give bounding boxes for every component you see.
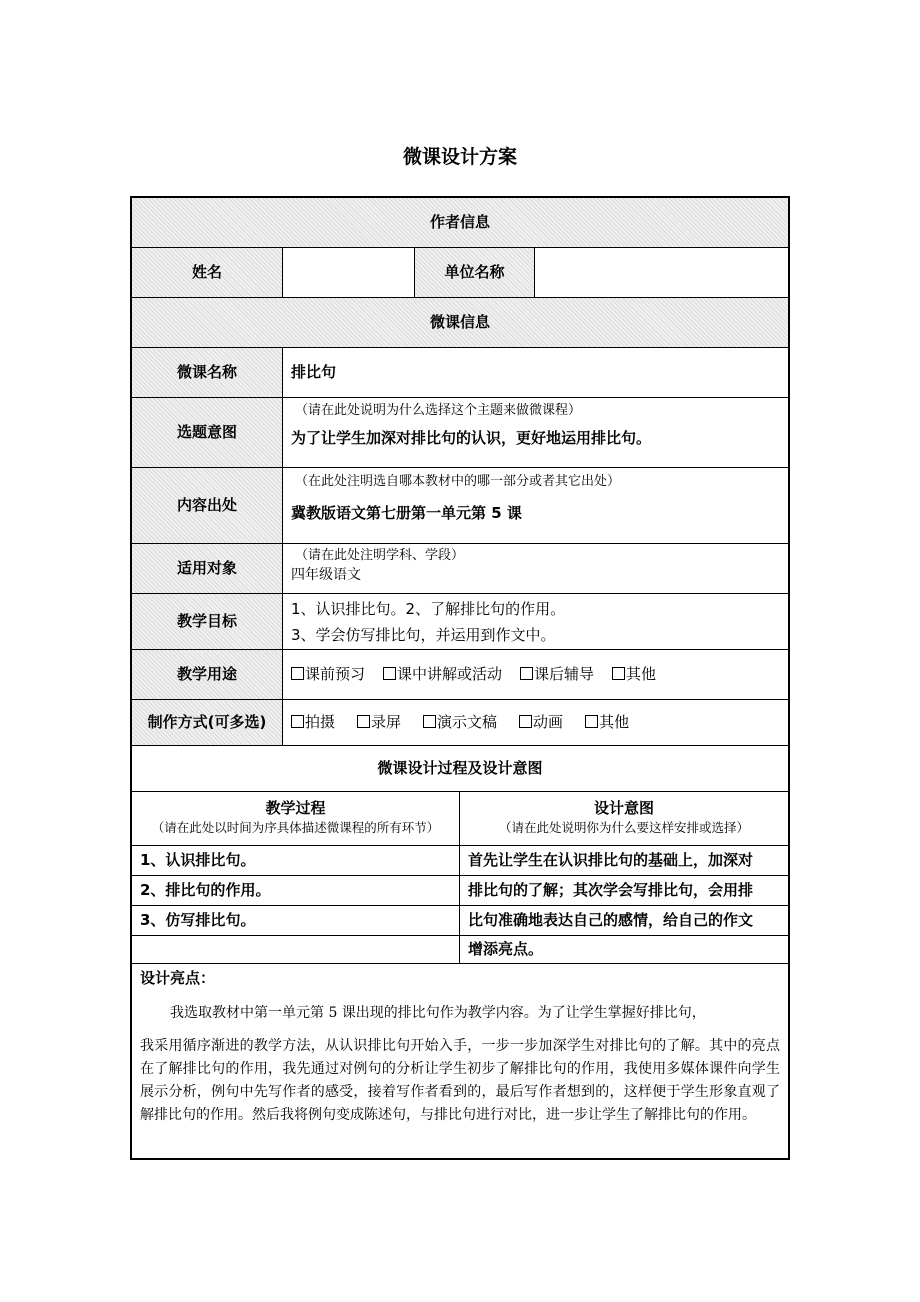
highlights-section [132, 964, 788, 1158]
goals-cell [283, 594, 788, 650]
source-cell [283, 468, 788, 544]
method-option-animation[interactable]: 动画 [519, 712, 563, 732]
source-value: 冀教版语文第七册第一单元第 5 课 [291, 503, 522, 522]
method-label: 制作方式(可多选) [132, 700, 283, 746]
method-option-screen-record[interactable]: 录屏 [357, 712, 401, 732]
usage-option-other[interactable]: 其他 [612, 664, 656, 684]
process-header: 教学过程 [265, 799, 326, 817]
course-name-label: 微课名称 [132, 348, 283, 398]
checkbox[interactable] [291, 715, 304, 728]
usage-options [283, 650, 788, 700]
method-option-slides[interactable]: 演示文稿 [423, 712, 497, 732]
highlights-first-line: 我选取教材中第一单元第 5 课出现的排比句作为教学内容。为了让学生掌握好排比句， [170, 1005, 706, 1022]
checkbox[interactable] [520, 667, 533, 680]
usage-option-in-class[interactable]: 课中讲解或活动 [383, 664, 502, 684]
goals-label: 教学目标 [132, 594, 283, 650]
checkbox[interactable] [585, 715, 598, 728]
topic-hint: （请在此处说明为什么选择这个主题来做微课程） [295, 403, 582, 418]
topic-label: 选题意图 [132, 398, 283, 468]
usage-label: 教学用途 [132, 650, 283, 700]
process-hint: （请在此处以时间为序具体描述微课程的所有环节） [151, 820, 440, 836]
design-form-table [130, 196, 790, 1160]
highlights-label: 设计亮点： [140, 969, 216, 987]
usage-option-after-class[interactable]: 课后辅导 [520, 664, 594, 684]
checkbox[interactable] [357, 715, 370, 728]
author-info-header: 作者信息 [132, 198, 788, 248]
unit-field[interactable] [535, 248, 788, 298]
audience-cell [283, 544, 788, 594]
document-title: 微课设计方案 [402, 146, 517, 168]
intent-header: 设计意图 [593, 799, 654, 817]
topic-value: 为了让学生加深对排比句的认识，更好地运用排比句。 [291, 428, 652, 447]
intent-hint: （请在此处说明你为什么要这样安排或选择） [498, 820, 749, 836]
intent-line: 增添亮点。 [460, 936, 788, 964]
process-step: 2、排比句的作用。 [132, 876, 460, 906]
process-step [132, 936, 460, 964]
name-field[interactable] [283, 248, 415, 298]
name-label: 姓名 [132, 248, 283, 298]
checkbox[interactable] [612, 667, 625, 680]
course-name-value: 排比句 [283, 348, 788, 398]
highlights-body: 我采用循序渐进的教学方法，从认识排比句开始入手，一步一步加深学生对排比句的了解。其中的亮点在了解排比句的作用，我先通过对例句的分析让学生初步了解排比句的作用，我使用多媒体课件向学生展示分析，例句中先写作者的感受，接着写作者看到的，最后写作者想到的，这样便于学生形象直观了解排比句的作用。然后我将例句变成陈述句，与排比句进行对比，进一步让学生了解排比句的作用。 [140, 1038, 780, 1124]
process-column-header [132, 792, 460, 846]
intent-line: 首先让学生在认识排比句的基础上，加深对 [460, 846, 788, 876]
intent-line: 排比句的了解；其次学会写排比句，会用排 [460, 876, 788, 906]
goals-line-2: 3、学会仿写排比句，并运用到作文中。 [291, 626, 556, 644]
method-options [283, 700, 788, 746]
method-option-filming[interactable]: 拍摄 [291, 712, 335, 732]
checkbox[interactable] [519, 715, 532, 728]
process-step: 3、仿写排比句。 [132, 906, 460, 936]
goals-line-1: 1、认识排比句。2、了解排比句的作用。 [291, 600, 566, 618]
process-step: 1、认识排比句。 [132, 846, 460, 876]
source-hint: （在此处注明选自哪本教材中的哪一部分或者其它出处） [295, 474, 621, 489]
audience-label: 适用对象 [132, 544, 283, 594]
usage-option-preview[interactable]: 课前预习 [291, 664, 365, 684]
course-info-header: 微课信息 [132, 298, 788, 348]
audience-hint: （请在此处注明学科、学段） [295, 548, 465, 563]
checkbox[interactable] [291, 667, 304, 680]
method-option-other[interactable]: 其他 [585, 712, 629, 732]
topic-cell [283, 398, 788, 468]
unit-label: 单位名称 [415, 248, 535, 298]
design-process-header: 微课设计过程及设计意图 [132, 746, 788, 792]
audience-value: 四年级语文 [291, 566, 361, 583]
checkbox[interactable] [383, 667, 396, 680]
checkbox[interactable] [423, 715, 436, 728]
source-label: 内容出处 [132, 468, 283, 544]
intent-column-header [460, 792, 788, 846]
intent-line: 比句准确地表达自己的感情，给自己的作文 [460, 906, 788, 936]
